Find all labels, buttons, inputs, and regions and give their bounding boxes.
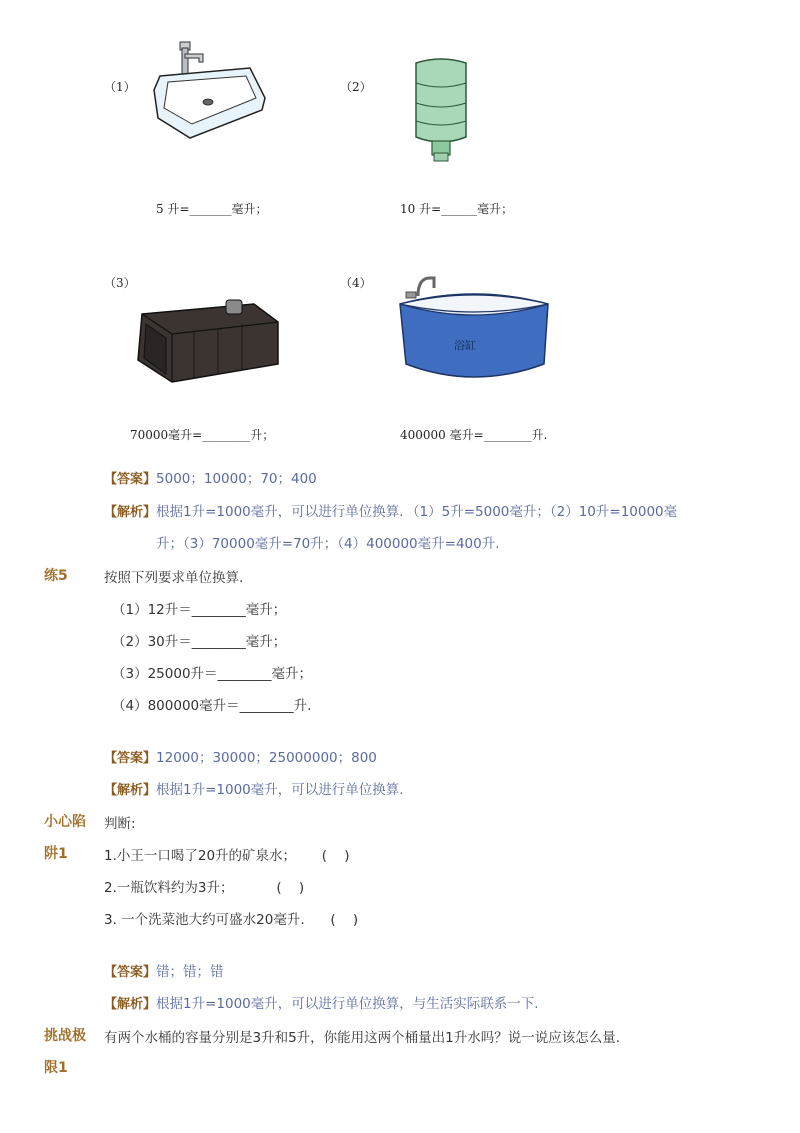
- oil-tank-illustration: [132, 294, 282, 386]
- q4-analysis: 【解析】根据1升=1000毫升，可以进行单位换算．（1）5升=5000毫升；（2）10升=10000毫: [104, 504, 678, 520]
- trap-answer: 【答案】错；错；错: [104, 964, 224, 980]
- picture-4-caption: 400000 毫升=________升.: [400, 428, 548, 442]
- challenge-tag-line2: 限1: [44, 1060, 68, 1076]
- q4-answer: 【答案】5000；10000；70；400: [104, 471, 317, 487]
- picture-2-caption: 10 升=______毫升；: [400, 202, 514, 216]
- picture-1-number: （1）: [104, 80, 136, 94]
- picture-2-number: （2）: [340, 80, 372, 94]
- exercise-5-analysis: 【解析】根据1升=1000毫升，可以进行单位换算.: [104, 782, 404, 798]
- trap-item-2: 2.一瓶饮料约为3升； ( ): [104, 880, 305, 896]
- exercise-5-answer: 【答案】12000；30000；25000000；800: [104, 750, 377, 766]
- trap-analysis: 【解析】根据1升=1000毫升，可以进行单位换算，与生活实际联系一下.: [104, 996, 539, 1012]
- water-bottle-illustration: [412, 55, 470, 167]
- picture-1-caption: 5 升=_______毫升；: [156, 202, 268, 216]
- trap-tag-line1: 小心陷: [44, 814, 86, 830]
- sink-illustration: [150, 38, 270, 146]
- trap-prompt: 判断:: [104, 816, 136, 832]
- picture-3-caption: 70000毫升=________升；: [130, 428, 275, 442]
- challenge-prompt: 有两个水桶的容量分别是3升和5升，你能用这两个桶量出1升水吗？说一说应该怎么量.: [104, 1030, 621, 1046]
- exercise-5-item-2: （2）30升＝________毫升；: [112, 634, 287, 650]
- q4-analysis-line2: 升；（3）70000毫升=70升；（4）400000毫升=400升.: [156, 536, 500, 552]
- bathtub-illustration: [396, 274, 552, 390]
- challenge-tag-line1: 挑战极: [44, 1028, 86, 1044]
- trap-item-1: 1.小王一口喝了20升的矿泉水； ( ): [104, 848, 350, 864]
- exercise-5-prompt: 按照下列要求单位换算.: [104, 570, 244, 586]
- trap-item-3: 3. 一个洗菜池大约可盛水20毫升. ( ): [104, 912, 359, 928]
- exercise-5-item-1: （1）12升＝________毫升；: [112, 602, 287, 618]
- picture-3-number: （3）: [104, 276, 136, 290]
- exercise-5-item-4: （4）800000毫升＝________升.: [112, 698, 312, 714]
- picture-4-number: （4）: [340, 276, 372, 290]
- exercise-5-item-3: （3）25000升＝________毫升；: [112, 666, 313, 682]
- bathtub-label: 浴缸: [454, 339, 476, 352]
- exercise-5-tag: 练5: [44, 568, 68, 584]
- trap-tag-line2: 阱1: [44, 846, 68, 862]
